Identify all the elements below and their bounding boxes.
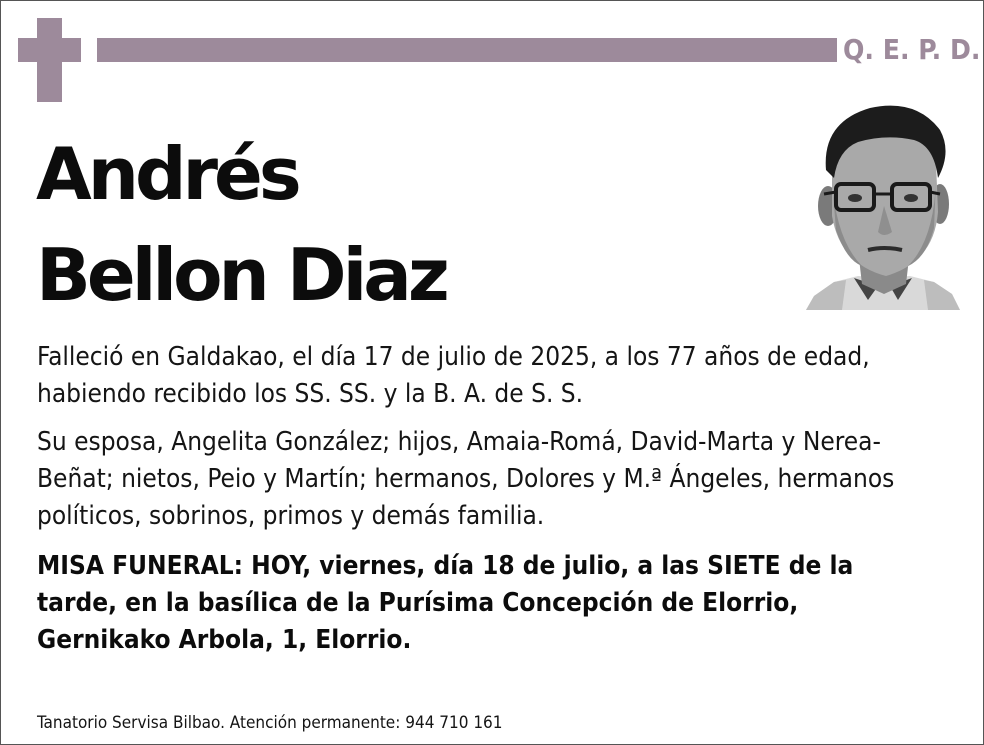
deceased-last-names: Bellon Diaz (36, 233, 446, 317)
funeral-home-footer: Tanatorio Servisa Bilbao. Atención permanente: 944 710 161 (37, 713, 503, 733)
cross-icon-horizontal (18, 38, 81, 62)
header-rule (97, 38, 837, 62)
qepd-label: Q. E. P. D. (843, 33, 981, 66)
funeral-paragraph: MISA FUNERAL: HOY, viernes, día 18 de julio, a las SIETE de la tarde, en la basílica de la Purísima Concepción de Elorrio, Gernikako Arbola, 1, Elorrio. (37, 551, 854, 655)
family-paragraph: Su esposa, Angelita González; hijos, Amaia-Romá, David-Marta y Nerea-Beñat; nietos, Peio y Martín; hermanos, Dolores y M.ª Ángeles, hermanos políticos, sobrinos, primos y demás familia. (37, 427, 895, 531)
deceased-portrait (806, 100, 960, 310)
deceased-first-name: Andrés (36, 132, 298, 216)
death-notice-paragraph: Falleció en Galdakao, el día 17 de julio de 2025, a los 77 años de edad, habiendo recibido los SS. SS. y la B. A. de S. S. (37, 342, 870, 409)
